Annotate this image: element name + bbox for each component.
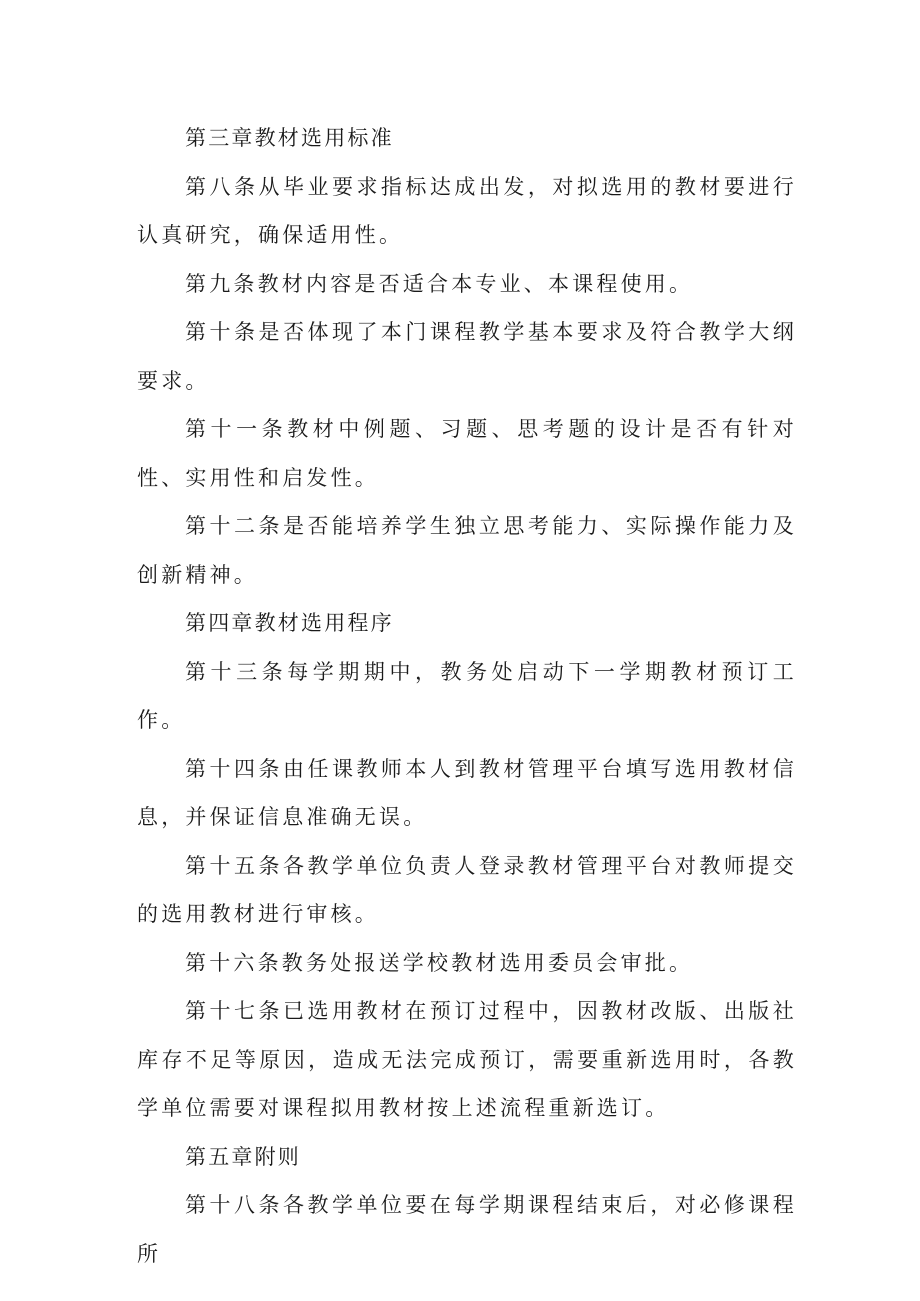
document-body [137, 114, 797, 1278]
article-17: 第十七条已选用教材在预订过程中，因教材改版、出版社库存不足等原因，造成无法完成预订，需要重新选用时，各教学单位需要对课程拟用教材按上述流程重新选订。 [137, 999, 797, 1120]
article-18: 第十八条各教学单位要在每学期课程结束后，对必修课程所 [137, 1193, 797, 1266]
article-14: 第十四条由任课教师本人到教材管理平台填写选用教材信息，并保证信息准确无误。 [137, 756, 797, 829]
article-8: 第八条从毕业要求指标达成出发，对拟选用的教材要进行认真研究，确保适用性。 [137, 174, 797, 247]
article-16: 第十六条教务处报送学校教材选用委员会审批。 [185, 950, 694, 975]
chapter-heading-5: 第五章附则 [185, 1144, 301, 1169]
article-15: 第十五条各教学单位负责人登录教材管理平台对教师提交的选用教材进行审核。 [137, 853, 797, 926]
article-11: 第十一条教材中例题、习题、思考题的设计是否有针对性、实用性和启发性。 [137, 417, 797, 490]
article-9: 第九条教材内容是否适合本专业、本课程使用。 [185, 271, 694, 296]
chapter-heading-4: 第四章教材选用程序 [185, 611, 394, 635]
chapter-heading-3: 第三章教材选用标准 [185, 126, 394, 150]
article-10: 第十条是否体现了本门课程教学基本要求及符合教学大纲要求。 [137, 320, 797, 393]
article-13: 第十三条每学期期中，教务处启动下一学期教材预订工作。 [137, 659, 797, 732]
article-12: 第十二条是否能培养学生独立思考能力、实际操作能力及创新精神。 [137, 514, 797, 587]
